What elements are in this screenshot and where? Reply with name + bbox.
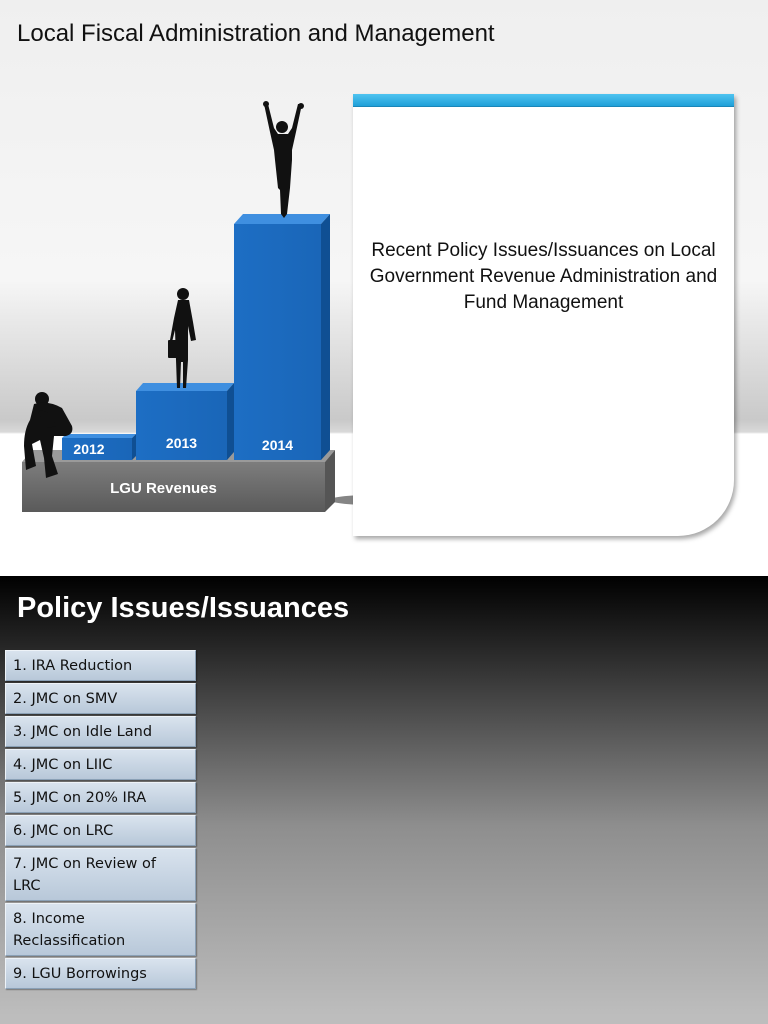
bar-label-2013: 2013: [165, 435, 198, 451]
bar-2014: [234, 214, 330, 460]
policy-list: [5, 650, 196, 991]
slide-title: Local Fiscal Administration and Management: [17, 20, 495, 47]
slide-title: Policy Issues/Issuances: [17, 592, 350, 624]
bar-label-2012: 2012: [73, 441, 105, 457]
policy-item[interactable]: 3. JMC on Idle Land: [5, 716, 196, 747]
policy-item[interactable]: 5. JMC on 20% IRA: [5, 782, 196, 813]
policy-item[interactable]: 9. LGU Borrowings: [5, 958, 196, 989]
platform-label: LGU Revenues: [110, 480, 217, 497]
card-accent-bar: [353, 94, 734, 107]
info-card: [353, 94, 734, 536]
slide-policy-issues: [0, 576, 768, 1024]
standing-woman-icon: [168, 288, 196, 388]
cheering-woman-icon: [263, 101, 304, 218]
bar-label-2014: 2014: [261, 437, 294, 453]
policy-item[interactable]: 2. JMC on SMV: [5, 683, 196, 714]
policy-item[interactable]: 7. JMC on Review of LRC: [5, 848, 196, 901]
policy-item[interactable]: 8. Income Reclassification: [5, 903, 196, 956]
policy-item[interactable]: 1. IRA Reduction: [5, 650, 196, 681]
policy-item[interactable]: 4. JMC on LIIC: [5, 749, 196, 780]
card-text: Recent Policy Issues/Issuances on Local Government Revenue Administration and Fund Management: [369, 240, 718, 313]
policy-item[interactable]: 6. JMC on LRC: [5, 815, 196, 846]
